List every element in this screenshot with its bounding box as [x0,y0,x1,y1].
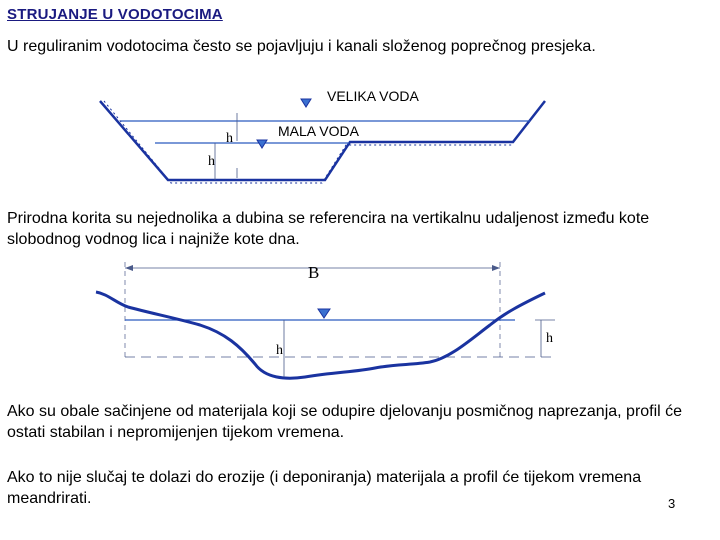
depth-label-h-right: h [546,331,553,346]
high-water-marker-icon [301,99,311,107]
paragraph-natural-channels: Prirodna korita su nejednolika a dubina se referencira na vertikalnu udaljenost između kote slobodnog vodnog lica i najniže kote dna. [7,210,650,248]
paragraph-regulated-channels: U reguliranim vodotocima često se pojavljuju i kanali složenog poprečnog presjeka. [7,38,596,55]
label-velika-voda: VELIKA VODA [327,88,419,104]
riverbed-outline [96,292,545,378]
depth-label-h-left: h [276,343,283,358]
depth-label-h-lower: h [208,154,215,169]
paragraph-stable-profile: Ako su obale sačinjene od materijala koji se odupire djelovanju posmičnog naprezanja, profil će ostati stabilan i nepromijenjen tijekom vremena. [7,403,683,441]
paragraph-erosion: Ako to nije slučaj te dolazi do erozije (i deponiranja) materijala a profil će tijekom vremena meandrirati. [7,469,642,507]
water-level-marker-icon [318,309,330,318]
slide-title: STRUJANJE U VODOTOCIMA [7,6,223,23]
natural-channel-figure [96,262,555,378]
channel-bed-outline [100,101,545,180]
depth-label-h-upper: h [226,131,233,146]
page-number: 3 [668,496,676,511]
width-label-B: B [308,263,320,282]
low-water-marker-icon [257,140,267,148]
label-mala-voda: MALA VODA [278,123,359,139]
